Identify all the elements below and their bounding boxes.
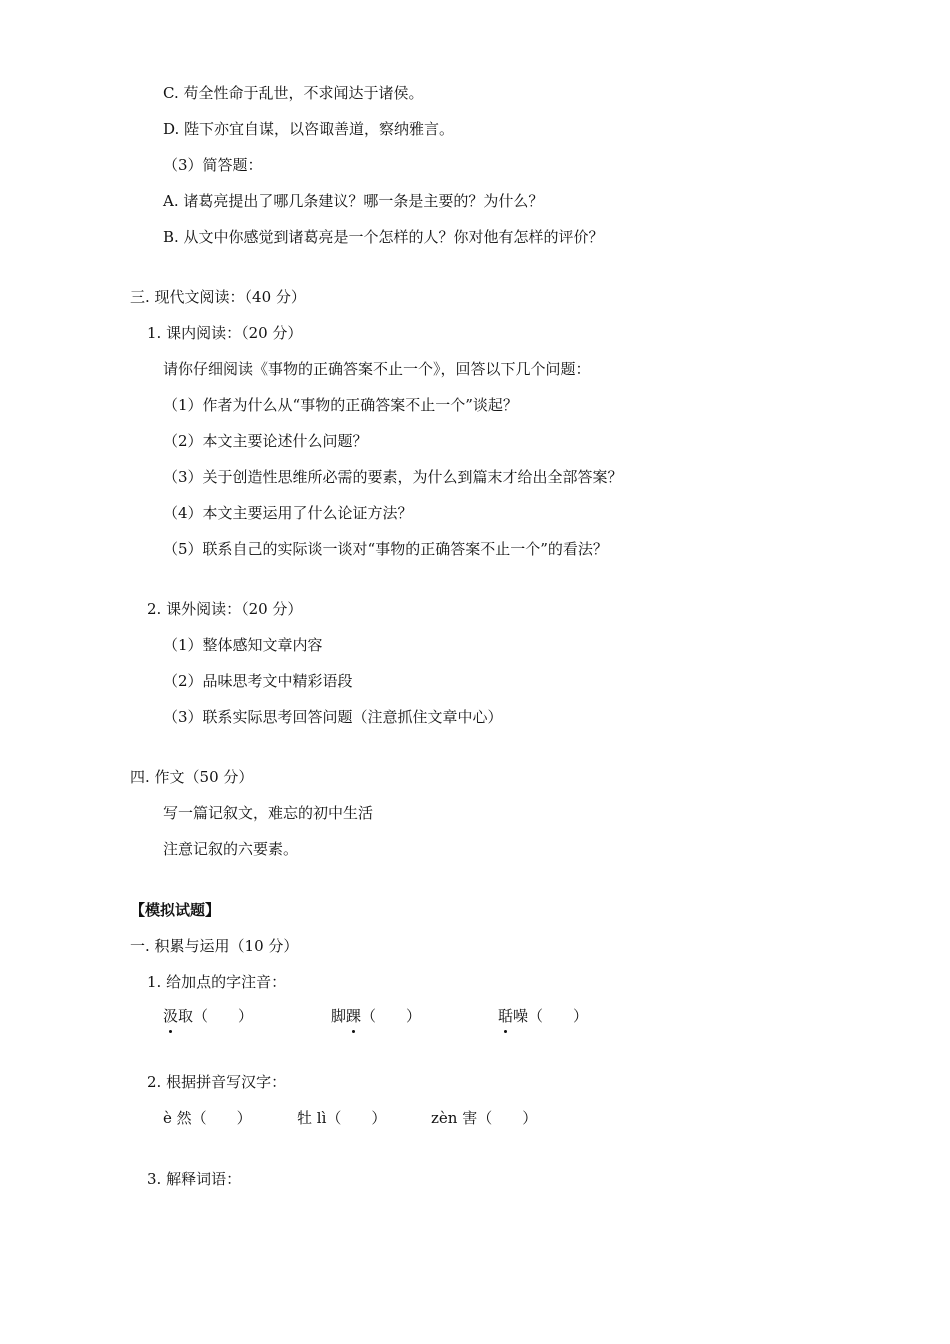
part2-item: （1）整体感知文章内容 bbox=[163, 636, 323, 654]
hanzi-item: zèn 害（ ） bbox=[431, 1109, 538, 1127]
short-answer-heading: （3）简答题： bbox=[163, 156, 263, 174]
part2-item: （3）联系实际思考回答问题（注意抓住文章中心） bbox=[163, 708, 503, 726]
part1-question: （2）本文主要论述什么问题？ bbox=[163, 432, 368, 450]
q2-heading: 2. 根据拼音写汉字： bbox=[147, 1073, 287, 1091]
pinyin-item bbox=[498, 1006, 588, 1026]
part1-intro: 请你仔细阅读《事物的正确答案不止一个》，回答以下几个问题： bbox=[163, 360, 591, 378]
pinyin-item bbox=[331, 1006, 421, 1026]
item-pre: 脚 bbox=[331, 1007, 347, 1025]
short-answer-b: B. 从文中你感觉到诸葛亮是一个怎样的人？你对他有怎样的评价？ bbox=[163, 228, 604, 246]
essay-note: 注意记叙的六要素。 bbox=[163, 840, 299, 858]
item-rest: （ ） bbox=[361, 1007, 422, 1025]
item-rest: 噪（ ） bbox=[513, 1007, 589, 1025]
part1-question: （5）联系自己的实际谈一谈对“事物的正确答案不止一个”的看法？ bbox=[163, 540, 608, 558]
mock-section1-heading: 一. 积累与运用（10 分） bbox=[130, 937, 299, 955]
hanzi-item: 牡 lì（ ） bbox=[297, 1109, 387, 1127]
item-rest: 取（ ） bbox=[178, 1007, 254, 1025]
part1-question: （3）关于创造性思维所必需的要素，为什么到篇末才给出全部答案？ bbox=[163, 468, 623, 486]
mock-test-title: 【模拟试题】 bbox=[130, 901, 221, 919]
pinyin-item bbox=[163, 1006, 253, 1026]
part1-question: （4）本文主要运用了什么论证方法？ bbox=[163, 504, 413, 522]
option-d: D. 陛下亦宜自谋，以咨诹善道，察纳雅言。 bbox=[163, 120, 455, 138]
dotted-char: 汲 bbox=[163, 1007, 179, 1025]
part1-heading: 1. 课内阅读：（20 分） bbox=[147, 324, 303, 342]
q3-heading: 3. 解释词语： bbox=[147, 1170, 242, 1188]
dotted-char: 聒 bbox=[498, 1007, 514, 1025]
essay-prompt: 写一篇记叙文，难忘的初中生活 bbox=[163, 804, 374, 822]
q1-heading: 1. 给加点的字注音： bbox=[147, 973, 287, 991]
option-c: C. 苟全性命于乱世，不求闻达于诸侯。 bbox=[163, 84, 424, 102]
part2-item: （2）品味思考文中精彩语段 bbox=[163, 672, 353, 690]
section3-heading: 三. 现代文阅读：（40 分） bbox=[130, 288, 306, 306]
part1-question: （1）作者为什么从“事物的正确答案不止一个”谈起？ bbox=[163, 396, 518, 414]
section4-heading: 四. 作文（50 分） bbox=[130, 768, 254, 786]
part2-heading: 2. 课外阅读：（20 分） bbox=[147, 600, 303, 618]
short-answer-a: A. 诸葛亮提出了哪几条建议？哪一条是主要的？为什么？ bbox=[163, 192, 544, 210]
hanzi-item: è 然（ ） bbox=[163, 1109, 252, 1127]
dotted-char: 踝 bbox=[346, 1007, 362, 1025]
